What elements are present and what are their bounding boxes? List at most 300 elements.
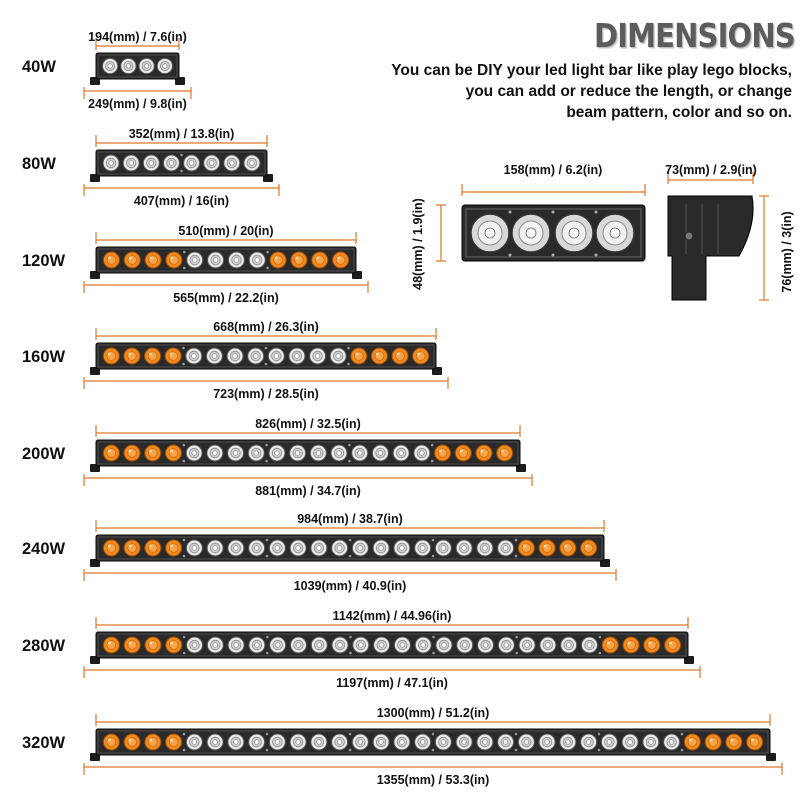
- watt-label: 40W: [22, 58, 56, 76]
- amber-led-glint: [170, 739, 173, 742]
- white-led-core: [295, 354, 299, 358]
- inner-length-label: 668(mm) / 26.3(in): [213, 320, 319, 334]
- white-led-core: [317, 643, 321, 647]
- white-led-core: [274, 354, 278, 358]
- white-led-core: [109, 161, 113, 165]
- inner-length-label: 510(mm) / 20(in): [178, 224, 274, 238]
- white-led-core: [359, 643, 363, 647]
- amber-led-glint: [170, 257, 173, 260]
- amber-led-core: [128, 641, 137, 650]
- module-screw: [347, 363, 350, 366]
- white-led-core: [234, 740, 238, 744]
- white-led-core: [441, 546, 445, 550]
- amber-led-core: [396, 352, 405, 361]
- outer-length-label: 1039(mm) / 40.9(in): [293, 579, 407, 593]
- light-bar-row: [22, 320, 448, 401]
- white-led-core: [296, 643, 300, 647]
- module-total-height-label: 76(mm) / 3(in): [780, 211, 794, 293]
- module-screw: [349, 539, 352, 542]
- module-screw: [515, 636, 518, 639]
- white-led-core: [192, 451, 196, 455]
- amber-led-glint: [564, 545, 567, 548]
- amber-led-glint: [108, 257, 111, 260]
- amber-led-glint: [648, 642, 651, 645]
- white-led-core: [295, 451, 299, 455]
- amber-led-glint: [417, 353, 420, 356]
- amber-led-core: [295, 256, 304, 265]
- amber-led-core: [107, 449, 116, 458]
- intro-line: you can add or reduce the length, or change: [465, 83, 792, 100]
- white-led-core: [483, 740, 487, 744]
- white-led-core: [169, 161, 173, 165]
- amber-led-glint: [337, 257, 340, 260]
- amber-led-glint: [376, 353, 379, 356]
- amber-led-core: [107, 738, 116, 747]
- amber-led-glint: [149, 450, 152, 453]
- light-bar-row: [22, 127, 279, 208]
- module-led-chip: [569, 228, 579, 238]
- amber-led-core: [500, 449, 509, 458]
- white-led-core: [212, 354, 216, 358]
- amber-led-core: [668, 641, 677, 650]
- white-led-core: [400, 546, 404, 550]
- module-screw: [183, 539, 186, 542]
- module-screw: [183, 749, 186, 752]
- amber-led-glint: [108, 642, 111, 645]
- white-led-core: [379, 546, 383, 550]
- white-led-core: [233, 451, 237, 455]
- amber-led-core: [438, 449, 447, 458]
- amber-led-glint: [149, 353, 152, 356]
- white-led-core: [607, 740, 611, 744]
- amber-led-glint: [710, 739, 713, 742]
- intro-line: You can be DIY your led light bar like play lego blocks,: [391, 62, 792, 79]
- amber-led-glint: [170, 450, 173, 453]
- amber-led-core: [584, 544, 593, 553]
- white-led-core: [192, 740, 196, 744]
- white-led-core: [587, 643, 591, 647]
- amber-led-glint: [108, 353, 111, 356]
- module-screw: [515, 539, 518, 542]
- mount-bolt: [685, 232, 693, 240]
- light-bar-row: [22, 224, 368, 305]
- white-led-core: [421, 643, 425, 647]
- module-screw: [348, 444, 351, 447]
- white-led-core: [379, 740, 383, 744]
- amber-led-glint: [689, 739, 692, 742]
- module-screw: [509, 254, 512, 257]
- module-screw: [266, 733, 269, 736]
- white-led-core: [213, 546, 217, 550]
- inner-length-label: 1142(mm) / 44.96(in): [332, 609, 452, 623]
- amber-led-glint: [316, 257, 319, 260]
- watt-label: 320W: [22, 734, 66, 752]
- white-led-core: [234, 643, 238, 647]
- module-screw: [183, 444, 186, 447]
- white-led-core: [126, 64, 130, 68]
- white-led-core: [358, 740, 362, 744]
- amber-led-glint: [585, 545, 588, 548]
- white-led-core: [250, 161, 254, 165]
- watt-label: 80W: [22, 155, 56, 173]
- white-led-core: [338, 643, 342, 647]
- module-width-label: 158(mm) / 6.2(in): [503, 163, 603, 177]
- module-screw: [432, 539, 435, 542]
- amber-led-glint: [150, 642, 153, 645]
- amber-led-glint: [108, 450, 111, 453]
- amber-led-glint: [129, 257, 132, 260]
- white-led-core: [193, 258, 197, 262]
- light-bar-row: [22, 706, 782, 787]
- white-led-core: [192, 546, 196, 550]
- amber-led-core: [169, 352, 178, 361]
- module-screw: [266, 267, 269, 270]
- amber-led-core: [709, 738, 718, 747]
- amber-led-core: [107, 352, 116, 361]
- amber-led-glint: [108, 739, 111, 742]
- white-led-core: [275, 451, 279, 455]
- module-screw: [349, 749, 352, 752]
- white-led-core: [337, 740, 341, 744]
- module-screw: [183, 636, 186, 639]
- white-led-core: [462, 740, 466, 744]
- module-screw: [349, 733, 352, 736]
- amber-led-glint: [523, 545, 526, 548]
- white-led-core: [315, 354, 319, 358]
- amber-led-core: [128, 544, 137, 553]
- amber-led-core: [459, 449, 468, 458]
- white-led-core: [463, 643, 467, 647]
- amber-led-glint: [129, 545, 132, 548]
- white-led-core: [442, 643, 446, 647]
- amber-led-core: [149, 256, 158, 265]
- white-led-core: [337, 451, 341, 455]
- amber-led-glint: [669, 642, 672, 645]
- module-led-chip: [526, 228, 536, 238]
- white-led-core: [358, 546, 362, 550]
- module-screw: [552, 211, 555, 214]
- amber-led-core: [169, 641, 178, 650]
- intro-line: beam pattern, color and so on.: [566, 104, 792, 121]
- white-led-core: [213, 451, 217, 455]
- module-height-label: 48(mm) / 1.9(in): [411, 198, 425, 290]
- white-led-core: [420, 740, 424, 744]
- white-led-core: [189, 161, 193, 165]
- module-screw: [266, 251, 269, 254]
- amber-led-core: [107, 256, 116, 265]
- white-led-core: [669, 740, 673, 744]
- amber-led-core: [729, 738, 738, 747]
- white-led-core: [255, 258, 259, 262]
- white-led-core: [192, 643, 196, 647]
- module-screw: [266, 555, 269, 558]
- light-bar-row: [22, 417, 532, 498]
- amber-led-glint: [170, 353, 173, 356]
- amber-led-glint: [355, 353, 358, 356]
- white-led-core: [234, 258, 238, 262]
- amber-led-core: [627, 641, 636, 650]
- white-led-core: [525, 643, 529, 647]
- module-led-chip: [485, 228, 495, 238]
- white-led-core: [230, 161, 234, 165]
- white-led-core: [254, 740, 258, 744]
- white-led-core: [253, 354, 257, 358]
- amber-led-core: [606, 641, 615, 650]
- amber-led-glint: [501, 450, 504, 453]
- amber-led-glint: [607, 642, 610, 645]
- amber-led-glint: [544, 545, 547, 548]
- module-screw: [183, 652, 186, 655]
- module-screw: [681, 749, 684, 752]
- module-screw: [432, 733, 435, 736]
- amber-led-glint: [150, 257, 153, 260]
- amber-led-core: [750, 738, 759, 747]
- module-screw: [598, 733, 601, 736]
- white-led-core: [483, 546, 487, 550]
- module-screw: [182, 347, 185, 350]
- amber-led-core: [128, 256, 137, 265]
- amber-led-core: [336, 256, 345, 265]
- amber-led-glint: [149, 545, 152, 548]
- white-led-core: [358, 451, 362, 455]
- amber-led-core: [107, 544, 116, 553]
- white-led-core: [316, 451, 320, 455]
- white-led-core: [275, 643, 279, 647]
- module-screw: [432, 636, 435, 639]
- module-screw: [348, 460, 351, 463]
- white-led-core: [337, 546, 341, 550]
- amber-led-glint: [128, 353, 131, 356]
- white-led-core: [254, 451, 258, 455]
- white-led-core: [503, 740, 507, 744]
- white-led-core: [336, 354, 340, 358]
- white-led-core: [213, 258, 217, 262]
- amber-led-core: [128, 449, 137, 458]
- white-led-core: [462, 546, 466, 550]
- white-led-core: [144, 64, 148, 68]
- amber-led-glint: [751, 739, 754, 742]
- white-led-core: [234, 546, 238, 550]
- white-led-core: [545, 740, 549, 744]
- amber-led-core: [354, 352, 363, 361]
- module-screw: [431, 460, 434, 463]
- white-led-core: [192, 354, 196, 358]
- amber-led-glint: [460, 450, 463, 453]
- module-screw: [349, 555, 352, 558]
- amber-led-glint: [481, 450, 484, 453]
- module-screw: [183, 251, 186, 254]
- amber-led-core: [148, 352, 157, 361]
- module-screw: [552, 254, 555, 257]
- module-screw: [183, 267, 186, 270]
- white-led-core: [213, 740, 217, 744]
- module-front-view: [411, 163, 645, 290]
- module-screw: [431, 444, 434, 447]
- module-screw: [265, 347, 268, 350]
- module-screw: [432, 652, 435, 655]
- module-screw: [681, 733, 684, 736]
- amber-led-core: [274, 256, 283, 265]
- amber-led-core: [416, 352, 425, 361]
- module-screw: [266, 652, 269, 655]
- white-led-core: [420, 546, 424, 550]
- module-screw: [265, 363, 268, 366]
- module-screw: [599, 652, 602, 655]
- white-led-core: [254, 546, 258, 550]
- outer-length-label: 1197(mm) / 47.1(in): [336, 676, 448, 690]
- white-led-core: [209, 161, 213, 165]
- module-screw: [180, 154, 183, 157]
- light-bar-row: [22, 30, 191, 111]
- amber-led-core: [522, 544, 531, 553]
- module-screw: [599, 636, 602, 639]
- white-led-core: [420, 451, 424, 455]
- module-depth-label: 73(mm) / 2.9(in): [665, 163, 757, 177]
- amber-led-core: [149, 641, 158, 650]
- module-screw: [266, 539, 269, 542]
- white-led-core: [378, 451, 382, 455]
- amber-led-glint: [129, 739, 132, 742]
- watt-label: 240W: [22, 540, 66, 558]
- watt-label: 160W: [22, 348, 66, 366]
- outer-length-label: 1355(mm) / 53.3(in): [376, 773, 490, 787]
- module-screw: [515, 749, 518, 752]
- inner-length-label: 1300(mm) / 51.2(in): [376, 706, 490, 720]
- white-led-core: [483, 643, 487, 647]
- module-screw: [509, 211, 512, 214]
- inner-length-label: 352(mm) / 13.8(in): [128, 127, 235, 141]
- module-led-chip: [610, 228, 620, 238]
- amber-led-core: [169, 738, 178, 747]
- amber-led-glint: [170, 642, 173, 645]
- white-led-core: [379, 643, 383, 647]
- amber-led-core: [128, 738, 137, 747]
- module-screw: [349, 652, 352, 655]
- module-screw: [595, 254, 598, 257]
- amber-led-core: [375, 352, 384, 361]
- white-led-core: [275, 546, 279, 550]
- outer-length-label: 723(mm) / 28.5(in): [213, 387, 319, 401]
- watt-label: 200W: [22, 445, 66, 463]
- amber-led-core: [169, 449, 178, 458]
- amber-led-core: [148, 738, 157, 747]
- module-screw: [515, 652, 518, 655]
- amber-led-glint: [275, 257, 278, 260]
- white-led-core: [213, 643, 217, 647]
- light-bar-row: [22, 609, 700, 690]
- white-led-core: [628, 740, 632, 744]
- amber-led-core: [647, 641, 656, 650]
- amber-led-core: [169, 544, 178, 553]
- white-led-core: [566, 740, 570, 744]
- amber-led-glint: [129, 450, 132, 453]
- amber-led-glint: [295, 257, 298, 260]
- module-screw: [432, 749, 435, 752]
- amber-led-core: [315, 256, 324, 265]
- white-led-core: [296, 740, 300, 744]
- module-screw: [595, 211, 598, 214]
- white-led-core: [649, 740, 653, 744]
- light-bar-row: [22, 512, 616, 593]
- white-led-core: [441, 740, 445, 744]
- amber-led-core: [148, 544, 157, 553]
- amber-led-glint: [108, 545, 111, 548]
- white-led-core: [400, 643, 404, 647]
- amber-led-glint: [439, 450, 442, 453]
- module-screw: [265, 444, 268, 447]
- white-led-core: [233, 354, 237, 358]
- white-led-core: [255, 643, 259, 647]
- side-profile: [668, 196, 753, 300]
- amber-led-core: [480, 449, 489, 458]
- module-screw: [347, 347, 350, 350]
- white-led-core: [503, 546, 507, 550]
- module-screw: [515, 555, 518, 558]
- white-led-core: [149, 161, 153, 165]
- module-screw: [180, 170, 183, 173]
- page-title: DIMENSIONS: [594, 16, 795, 55]
- outer-length-label: 565(mm) / 22.2(in): [173, 291, 279, 305]
- amber-led-glint: [397, 353, 400, 356]
- outer-length-label: 407(mm) / 16(in): [133, 194, 230, 208]
- amber-led-glint: [170, 545, 173, 548]
- module-screw: [432, 555, 435, 558]
- white-led-core: [399, 451, 403, 455]
- amber-led-core: [543, 544, 552, 553]
- module-screw: [349, 636, 352, 639]
- white-led-core: [296, 546, 300, 550]
- white-led-core: [317, 546, 321, 550]
- amber-led-core: [563, 544, 572, 553]
- module-screw: [266, 636, 269, 639]
- white-led-core: [275, 740, 279, 744]
- module-screw: [266, 749, 269, 752]
- amber-led-core: [170, 256, 179, 265]
- inner-length-label: 984(mm) / 38.7(in): [297, 512, 403, 526]
- amber-led-glint: [149, 739, 152, 742]
- white-led-core: [163, 64, 167, 68]
- white-led-core: [546, 643, 550, 647]
- outer-length-label: 881(mm) / 34.7(in): [255, 484, 361, 498]
- inner-length-label: 194(mm) / 7.6(in): [88, 30, 187, 44]
- white-led-core: [524, 740, 528, 744]
- white-led-core: [504, 643, 508, 647]
- module-screw: [182, 363, 185, 366]
- amber-led-glint: [628, 642, 631, 645]
- white-led-core: [400, 740, 404, 744]
- amber-led-core: [128, 352, 137, 361]
- white-led-core: [566, 643, 570, 647]
- amber-led-core: [688, 738, 697, 747]
- amber-led-glint: [730, 739, 733, 742]
- outer-length-label: 249(mm) / 9.8(in): [88, 97, 187, 111]
- white-led-core: [317, 740, 321, 744]
- module-screw: [183, 555, 186, 558]
- module-screw: [265, 460, 268, 463]
- module-screw: [183, 460, 186, 463]
- white-led-core: [586, 740, 590, 744]
- module-screw: [598, 749, 601, 752]
- watt-label: 280W: [22, 637, 66, 655]
- amber-led-core: [107, 641, 116, 650]
- module-screw: [183, 733, 186, 736]
- watt-label: 120W: [22, 252, 66, 270]
- white-led-core: [129, 161, 133, 165]
- inner-length-label: 826(mm) / 32.5(in): [255, 417, 361, 431]
- module-side-view: [665, 163, 794, 300]
- amber-led-core: [148, 449, 157, 458]
- amber-led-glint: [129, 642, 132, 645]
